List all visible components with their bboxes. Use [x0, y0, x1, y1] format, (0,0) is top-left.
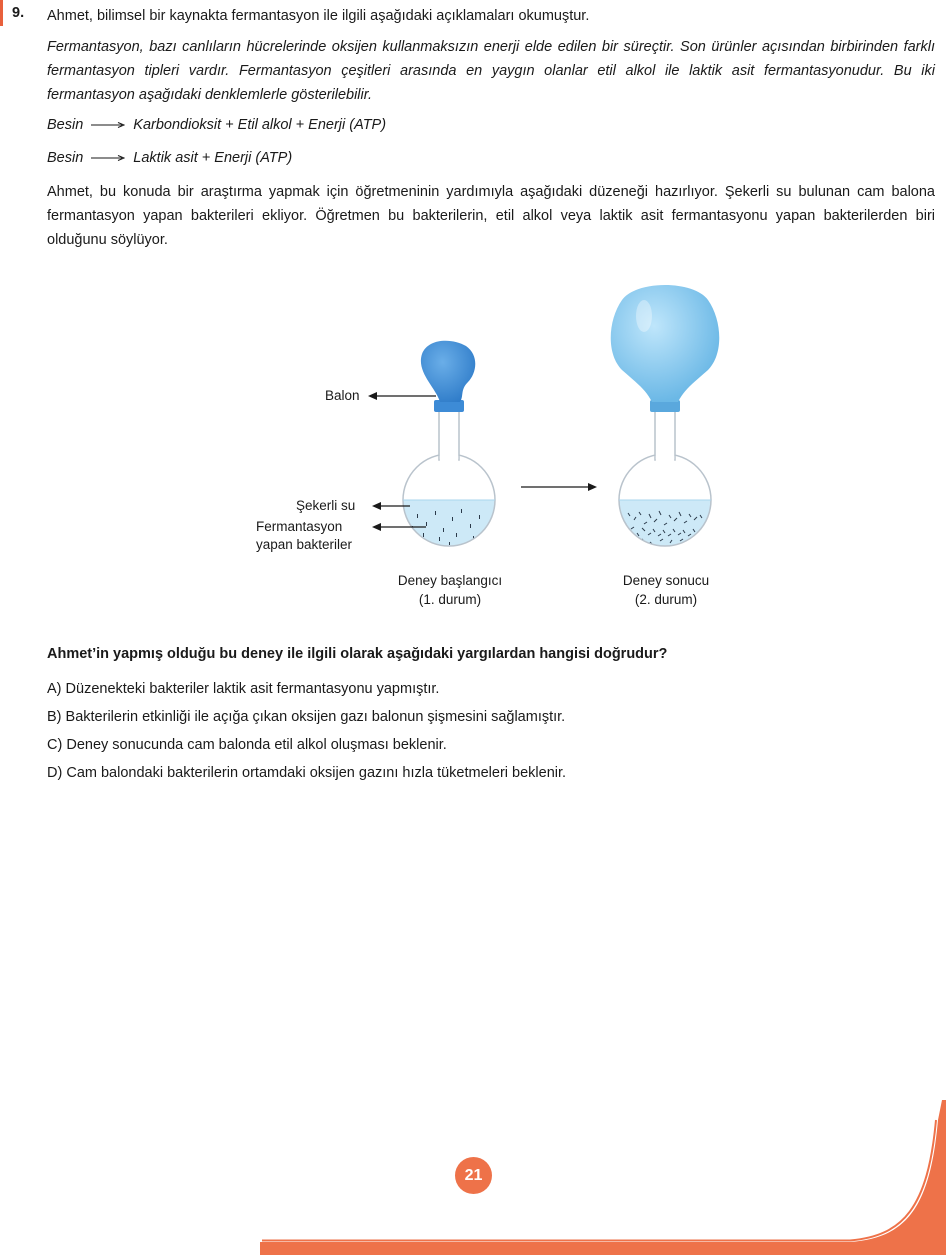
equation-right: Karbondioksit + Etil alkol + Enerji (ATP)	[133, 117, 387, 133]
start-caption-state: (1. durum)	[418, 592, 482, 607]
source-text: Fermantasyon, bazı canlıların hücrelerinde oksijen kullanmaksızın enerji elde edilen bir süreçtir. Son ürünler açısından birbirinden farklı fermantasyon tipleri vardır. Fermantasyon çeşitleri arasında en yaygın olanlar etil alkol ile laktik asit fermantasyonudur. Bu iki fermantasyon aşağıdaki denklemlerle gösterilebilir.	[47, 39, 935, 103]
equation-left: Besin	[47, 150, 84, 166]
question-number: 9.	[12, 5, 25, 21]
option-letter: D)	[47, 765, 63, 781]
option-letter: A)	[47, 681, 62, 697]
end-caption-title: Deney sonucu	[622, 573, 710, 588]
equation-right: Laktik asit + Enerji (ATP)	[133, 150, 293, 166]
equation-left: Besin	[47, 117, 84, 133]
option-text: Deney sonucunda cam balonda etil alkol oluşması beklenir.	[66, 737, 447, 753]
bacteria-label-line2: yapan bakteriler	[256, 537, 353, 552]
question-intro: Ahmet, bilimsel bir kaynakta fermantasyon ile ilgili aşağıdaki açıklamaları okumuştur.	[47, 8, 590, 24]
start-caption-title: Deney başlangıcı	[397, 573, 503, 588]
page-number-badge: 21	[455, 1157, 492, 1194]
end-caption-state: (2. durum)	[634, 592, 698, 607]
option-text: Düzenekteki bakteriler laktik asit fermantasyonu yapmıştır.	[65, 681, 440, 697]
option-letter: C)	[47, 737, 63, 753]
option-text: Bakterilerin etkinliği ile açığa çıkan oksijen gazı balonun şişmesini sağlamıştır.	[65, 709, 566, 725]
option-text: Cam balondaki bakterilerin ortamdaki oksijen gazını hızla tüketmeleri beklenir.	[66, 765, 567, 781]
balloon-label: Balon	[325, 388, 360, 403]
setup-text: Ahmet, bu konuda bir araştırma yapmak için öğretmeninin yardımıyla aşağıdaki düzeneği hazırlıyor. Şekerli su bulunan cam balona fermantasyon yapan bakterileri ekliyor. Öğretmen bu bakterilerin, etil alkol veya laktik asit fermantasyonu yapan bakterilerden biri olduğunu söylüyor.	[47, 184, 935, 248]
bacteria-label-line1: Fermantasyon	[256, 519, 343, 534]
sugar-water-label: Şekerli su	[296, 498, 356, 513]
option-letter: B)	[47, 709, 62, 725]
question-prompt: Ahmet’in yapmış olduğu bu deney ile ilgili olarak aşağıdaki yargılardan hangisi doğrudur?	[47, 646, 668, 662]
